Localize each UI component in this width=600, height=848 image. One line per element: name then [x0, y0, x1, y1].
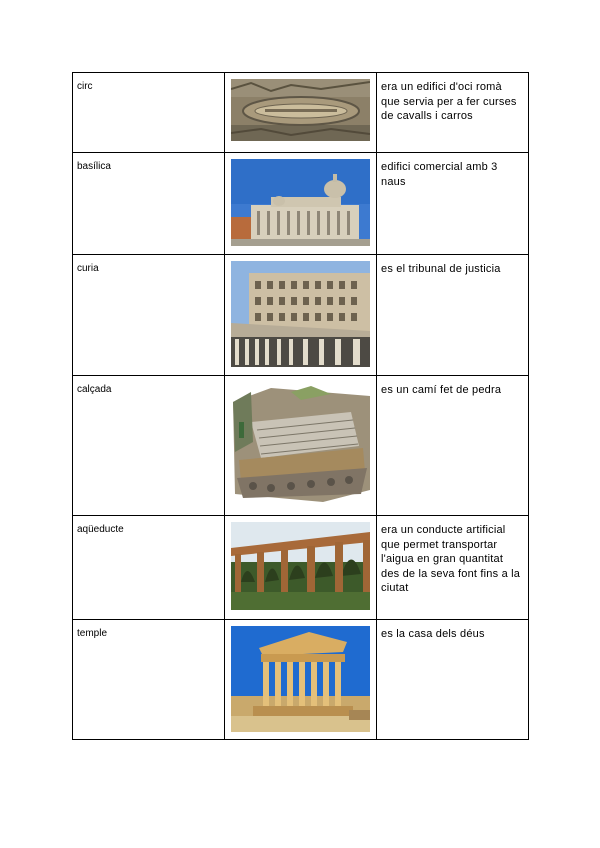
term-cell [73, 255, 225, 376]
table-row [73, 620, 529, 740]
temple-ruins-photo [231, 626, 370, 732]
definition-cell [377, 516, 529, 620]
term-label: basílica [77, 161, 111, 172]
vocabulary-table [72, 72, 529, 740]
roman-road-layers-illustration [231, 382, 370, 506]
definition-cell [377, 620, 529, 740]
term-cell [73, 376, 225, 516]
definition-text: era un conducte artificial que permet transportar l'aigua en gran quantitat des de la seva font fins a la ciutat [381, 524, 521, 594]
definition-text: edifici comercial amb 3 naus [381, 161, 498, 188]
table-row [73, 516, 529, 620]
term-label: calçada [77, 384, 112, 395]
definition-cell [377, 376, 529, 516]
image-cell [225, 73, 377, 153]
term-label: curia [77, 263, 99, 274]
definition-cell [377, 73, 529, 153]
table-row [73, 255, 529, 376]
term-cell [73, 516, 225, 620]
term-cell [73, 620, 225, 740]
image-cell [225, 376, 377, 516]
table-row [73, 376, 529, 516]
term-label: aqüeducte [77, 524, 124, 535]
definition-cell [377, 255, 529, 376]
image-cell [225, 255, 377, 376]
image-cell [225, 516, 377, 620]
aqueduct-photo [231, 522, 370, 610]
circus-aerial-photo [231, 79, 370, 141]
term-label: circ [77, 81, 93, 92]
basilica-church-photo [231, 159, 370, 246]
palace-colonnade-photo [231, 261, 370, 367]
term-cell [73, 73, 225, 153]
term-label: temple [77, 628, 108, 639]
definition-text: es un camí fet de pedra [381, 384, 502, 396]
definition-text: es el tribunal de justicia [381, 263, 501, 275]
table-row [73, 153, 529, 255]
definition-text: era un edifici d'oci romà que servia per a fer curses de cavalls i carros [381, 81, 517, 122]
image-cell [225, 153, 377, 255]
definition-cell [377, 153, 529, 255]
definition-text: es la casa dels déus [381, 628, 485, 640]
image-cell [225, 620, 377, 740]
term-cell [73, 153, 225, 255]
table-row [73, 73, 529, 153]
